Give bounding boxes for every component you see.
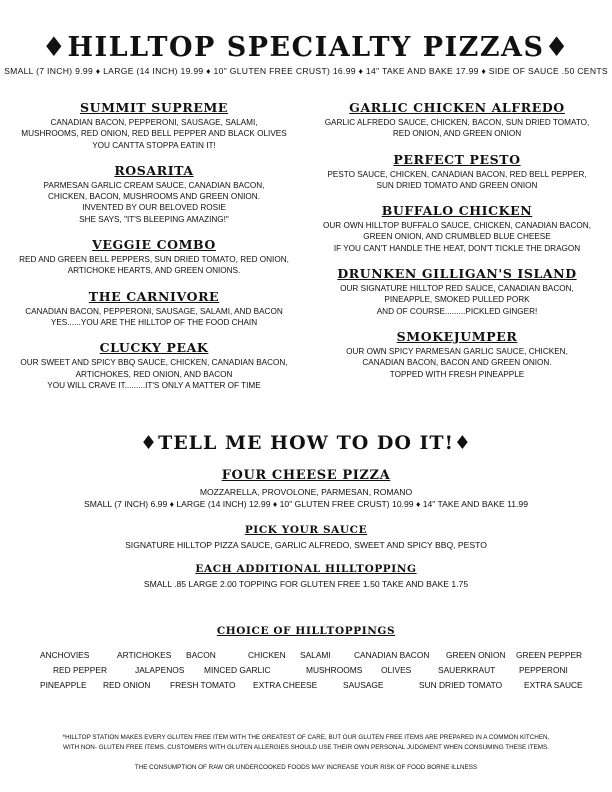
additional-topping-prices: SMALL .85 LARGE 2.00 TOPPING FOR GLUTEN FREE 1.50 TAKE AND BAKE 1.75	[143, 579, 469, 589]
pizza-garlic-chicken-alfredo	[316, 100, 598, 140]
pizza-desc: PARMESAN GARLIC CREAM SAUCE, CANADIAN BACON,	[43, 180, 265, 190]
pizza-veggie-combo	[18, 237, 290, 277]
additional-topping-heading: EACH ADDITIONAL HILLTOPPING	[195, 563, 417, 575]
pizza-desc: OUR OWN HILLTOP BUFFALO SAUCE, CHICKEN, CANADIAN BACON,	[323, 221, 591, 231]
build-your-own-title: ♦TELL ME HOW TO DO IT!♦	[140, 432, 472, 454]
pizza-smokejumper	[316, 329, 598, 380]
main-title: ♦HILLTOP SPECIALTY PIZZAS♦	[41, 32, 571, 63]
pizza-desc: ARTICHOKES, RED ONION, AND BACON	[75, 369, 233, 379]
topping-item: GREEN ONION	[446, 650, 506, 660]
pizza-name: GARLIC CHICKEN ALFREDO	[349, 100, 565, 115]
pizza-name: CLUCKY PEAK	[99, 340, 209, 356]
pizza-desc: AND OF COURSE.........PICKLED GINGER!	[376, 306, 538, 316]
pizza-rosarita	[18, 163, 290, 225]
pizza-desc: IF YOU CAN'T HANDLE THE HEAT, DON'T TICKLE THE DRAGON	[333, 243, 581, 253]
pizza-desc: OUR SWEET AND SPICY BBQ SAUCE, CHICKEN, CANADIAN BACON,	[20, 358, 288, 368]
topping-item: GREEN PEPPER	[516, 650, 583, 660]
sauce-heading: PICK YOUR SAUCE	[244, 524, 368, 536]
topping-item: MUSHROOMS	[306, 665, 363, 675]
pizza-desc: YOU WILL CRAVE IT.........IT'S ONLY A MATTER OF TIME	[47, 380, 261, 390]
four-cheese-name: FOUR CHEESE PIZZA	[221, 468, 391, 483]
topping-item: SUN DRIED TOMATO	[419, 680, 503, 690]
choice-of-hilltoppings	[0, 625, 612, 637]
pizza-desc: YOU CANTTA STOPPA EATIN IT!	[92, 140, 216, 150]
gluten-free-note-line-1: *HILLTOP STATION MAKES EVERY GLUTEN FREE ITEM WITH THE GREATEST OF CARE, BUT OUR GLUTEN FREE ITEMS ARE PREPARED IN A COMMON KITCHEN,	[62, 734, 550, 741]
pizza-name: SMOKEJUMPER	[396, 328, 518, 344]
topping-item: MINCED GARLIC	[204, 665, 271, 675]
topping-item: SAUSAGE	[343, 680, 384, 690]
choice-heading: CHOICE OF HILLTOPPINGS	[216, 625, 396, 637]
topping-item: PEPPERONI	[519, 665, 568, 675]
pizza-desc: YES......YOU ARE THE HILLTOP OF THE FOOD CHAIN	[50, 317, 258, 327]
topping-item: ANCHOVIES	[40, 650, 90, 660]
left-pizza-column	[18, 100, 290, 403]
topping-item: EXTRA CHEESE	[253, 680, 318, 690]
pizza-perfect-pesto	[316, 152, 598, 192]
pizza-name: BUFFALO CHICKEN	[381, 203, 533, 219]
pizza-desc: ARTICHOKE HEARTS, AND GREEN ONIONS.	[67, 266, 241, 276]
additional-topping-section	[0, 563, 612, 590]
topping-item: ARTICHOKES	[117, 650, 172, 660]
pizza-desc: OUR OWN SPICY PARMESAN GARLIC SAUCE, CHICKEN,	[346, 346, 568, 356]
pizza-desc: GREEN ONION, AND CRUMBLED BLUE CHEESE	[363, 232, 551, 242]
topping-item: EXTRA SAUCE	[524, 680, 583, 690]
pizza-name: DRUNKEN GILLIGAN'S ISLAND	[337, 266, 577, 282]
pizza-name: ROSARITA	[114, 162, 194, 178]
topping-item: FRESH TOMATO	[170, 680, 236, 690]
topping-item: CHICKEN	[248, 650, 286, 660]
pizza-desc: INVENTED BY OUR BELOVED ROSIE	[82, 203, 226, 213]
pizza-summit-supreme	[18, 100, 290, 151]
topping-item: BACON	[186, 650, 216, 660]
pizza-desc: PINEAPPLE, SMOKED PULLED PORK	[384, 295, 530, 305]
right-pizza-column	[316, 100, 598, 392]
pizza-name: THE CARNIVORE	[88, 288, 220, 304]
pizza-desc: TOPPED WITH FRESH PINEAPPLE	[389, 369, 525, 379]
pizza-the-carnivore	[18, 289, 290, 329]
topping-item: OLIVES	[381, 665, 412, 675]
pizza-buffalo-chicken	[316, 203, 598, 254]
pizza-desc: CANADIAN BACON, BACON AND GREEN ONION.	[362, 358, 552, 368]
pizza-desc: OUR SIGNATURE HILLTOP RED SAUCE, CANADIAN BACON,	[340, 284, 574, 294]
topping-item: SALAMI	[300, 650, 331, 660]
pizza-name: PERFECT PESTO	[393, 151, 521, 167]
sauce-options: SIGNATURE HILLTOP PIZZA SAUCE, GARLIC ALFREDO, SWEET AND SPICY BBQ, PESTO	[125, 540, 487, 550]
topping-item: CANADIAN BACON	[354, 650, 430, 660]
pizza-desc: MUSHROOMS, RED ONION, RED BELL PEPPER AND BLACK OLIVES	[21, 129, 287, 139]
gluten-free-note-line-2: WITH NON- GLUTEN FREE ITEMS. CUSTOMERS WITH GLUTEN ALLERGIES SHOULD USE THEIR OWN PERSONAL JUDGMENT WHEN CONSUMING THESE ITEMS.	[63, 744, 549, 751]
topping-item: PINEAPPLE	[40, 680, 87, 690]
pizza-name: VEGGIE COMBO	[92, 237, 216, 253]
pizza-drunken-gilligans-island	[316, 266, 598, 317]
raw-food-warning: THE CONSUMPTION OF RAW OR UNDERCOOKED FOODS MAY INCREASE YOUR RISK OF FOOD BORNE ILLNESS	[134, 764, 478, 771]
four-cheese-desc: MOZZARELLA, PROVOLONE, PARMESAN, ROMANO	[199, 487, 413, 497]
pizza-desc: RED ONION, AND GREEN ONION	[392, 129, 522, 139]
four-cheese-section	[0, 468, 612, 510]
topping-item: SAUERKRAUT	[438, 665, 496, 675]
pizza-desc: RED AND GREEN BELL PEPPERS, SUN DRIED TOMATO, RED ONION,	[19, 255, 289, 265]
pizza-desc: CANADIAN BACON, PEPPERONI, SAUSAGE, SALAMI,	[50, 118, 258, 127]
pizza-desc: CANADIAN BACON, PEPPERONI, SAUSAGE, SALAMI, AND BACON	[25, 306, 283, 316]
pizza-desc: SUN DRIED TOMATO AND GREEN ONION	[376, 180, 538, 190]
four-cheese-prices: SMALL (7 INCH) 6.99 ♦ LARGE (14 INCH) 12.99 ♦ 10" GLUTEN FREE CRUST) 10.99 ♦ 14" TAKE AND BAKE 11.99	[83, 499, 528, 509]
pizza-desc: PESTO SAUCE, CHICKEN, CANADIAN BACON, RED BELL PEPPER,	[327, 169, 587, 179]
pizza-desc: SHE SAYS, "IT'S BLEEPING AMAZING!"	[79, 214, 229, 224]
pizza-desc: GARLIC ALFREDO SAUCE, CHICKEN, BACON, SUN DRIED TOMATO,	[324, 118, 590, 127]
pizza-desc: CHICKEN, BACON, MUSHROOMS AND GREEN ONION.	[48, 192, 260, 202]
specialty-price-line: SMALL (7 INCH) 9.99 ♦ LARGE (14 INCH) 19.99 ♦ 10" GLUTEN FREE CRUST) 16.99 ♦ 14" TAKE AND BAKE 17.99 ♦ SIDE OF SAUCE .50 CENTS	[4, 66, 608, 76]
topping-item: JALAPENOS	[135, 665, 185, 675]
topping-item: RED PEPPER	[53, 665, 107, 675]
topping-item: RED ONION	[103, 680, 151, 690]
sauce-section	[0, 524, 612, 551]
pizza-name: SUMMIT SUPREME	[79, 100, 229, 115]
pizza-clucky-peak	[18, 340, 290, 391]
